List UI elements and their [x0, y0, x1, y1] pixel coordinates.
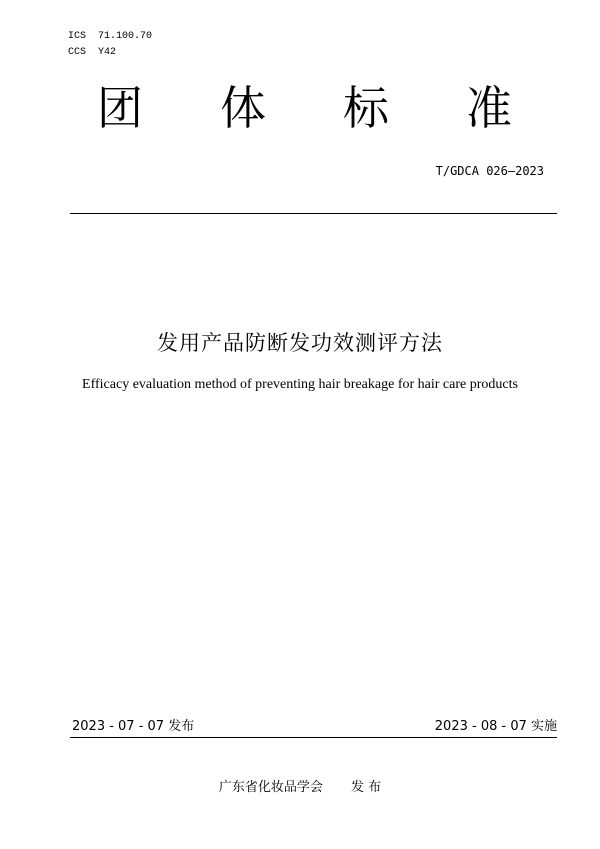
ccs-code: CCS Y42: [68, 47, 117, 58]
bottom-divider: [70, 737, 557, 738]
document-title-en: Efficacy evaluation method of preventing hair breakage for hair care products: [82, 377, 518, 392]
standard-category-title: [0, 80, 600, 140]
classification-codes: [68, 29, 152, 61]
category-char-4: 准: [466, 81, 512, 135]
standard-number: T/GDCA 026—2023: [435, 164, 544, 178]
category-char-2: 体: [220, 81, 266, 135]
category-char-3: 标: [343, 81, 389, 135]
publisher-name: 广东省化妆品学会: [218, 780, 323, 795]
publisher-action: 发 布: [350, 780, 382, 795]
top-divider: [70, 213, 557, 214]
ics-code: ICS 71.100.70: [68, 31, 153, 42]
issue-date: 2023 - 07 - 07 发布: [72, 719, 195, 734]
document-title-cn: 发用产品防断发功效测评方法: [157, 331, 443, 355]
publisher-line: [0, 776, 600, 795]
category-char-1: 团: [97, 81, 143, 135]
implementation-date: 2023 - 08 - 07 实施: [434, 719, 557, 734]
